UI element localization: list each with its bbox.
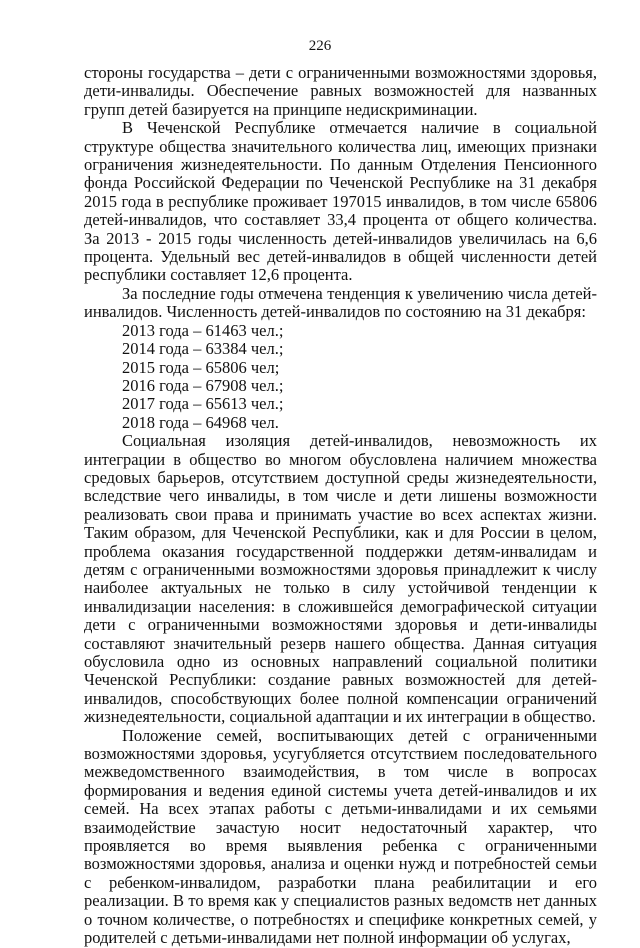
paragraph-4: Социальная изоляция детей-инвалидов, невозможность их интеграции в общество во многом обусловлена наличием множества средовых барьеров, отсутствием доступной среды жизнедеятельности, вследствие чего инвалиды, в том числе и дети лишены возможности реализовать свои права и принимать участие во всех аспектах жизни. Таким образом, для Чеченской Республики, как и для России в целом, проблема оказания государственной поддержки детям-инвалидам и детям с ограниченными возможностями здоровья принадлежит к числу наиболее актуальных не только в силу устойчивой тенденции к инвалидизации населения: в сложившейся демографической ситуации дети с ограниченными возможностями здоровья и дети-инвалиды составляют значительный резерв нашего общества. Данная ситуация обусловила одно из основных направлений социальной политики Чеченской Республики: создание равных возможностей для детей-инвалидов, способствующих более полной компенсации ограничений жизнедеятельности, социальной адаптации и их интеграции в общество. (84, 431, 597, 727)
list-item: 2016 года – 67908 чел.; (122, 375, 284, 395)
list-item: 2017 года – 65613 чел.; (122, 394, 284, 414)
paragraph-3: За последние годы отмечена тенденция к увеличению числа детей-инвалидов. Численность детей-инвалидов по состоянию на 31 декабря: (84, 283, 597, 322)
paragraph-2: В Чеченской Республике отмечается наличие в социальной структуре общества значительного количества лиц, имеющих признаки ограничения жизнедеятельности. По данным Отделения Пенсионного фонда Российской Федерации по Чеченской Республике на 31 декабря 2015 года в республике проживает 197015 инвалидов, в том числе 65806 детей-инвалидов, что составляет 33,4 процента от общего количества. За 2013 - 2015 годы численность детей-инвалидов увеличилась на 6,6 процента. Удельный вес детей-инвалидов в общей численности детей республики составляет 12,6 процента. (84, 118, 597, 285)
list-item: 2013 года – 61463 чел.; (122, 320, 284, 340)
list-item: 2015 года – 65806 чел; (122, 357, 280, 377)
list-item: 2014 года – 63384 чел.; (122, 339, 284, 359)
page-number: 226 (308, 38, 332, 54)
list-item: 2018 года – 64968 чел. (122, 412, 279, 432)
disabled-children-count-list (84, 322, 597, 432)
paragraph-1: стороны государства – дети с ограниченными возможностями здоровья, дети-инвалиды. Обеспечение равных возможностей для названных групп детей базируется на принципе недискриминации. (84, 63, 597, 119)
paragraph-5: Положение семей, воспитывающих детей с ограниченными возможностями здоровья, усугубляется отсутствием последовательного межведомственного взаимодействия, в том числе в вопросах формирования и ведения единой системы учета детей-инвалидов и их семей. На всех этапах работы с детьми-инвалидами и их семьями взаимодействие зачастую носит недостаточный характер, что проявляется во время выявления ребенка с ограниченными возможностями здоровья, анализа и оценки нужд и потребностей семьи с ребенком-инвалидом, разработки плана реабилитации и его реализации. В то время как у специалистов разных ведомств нет данных о точном количестве, о потребностях и специфике конкретных семей, у родителей с детьми-инвалидами нет полной информации об услугах, (84, 725, 597, 948)
document-body (84, 64, 597, 948)
